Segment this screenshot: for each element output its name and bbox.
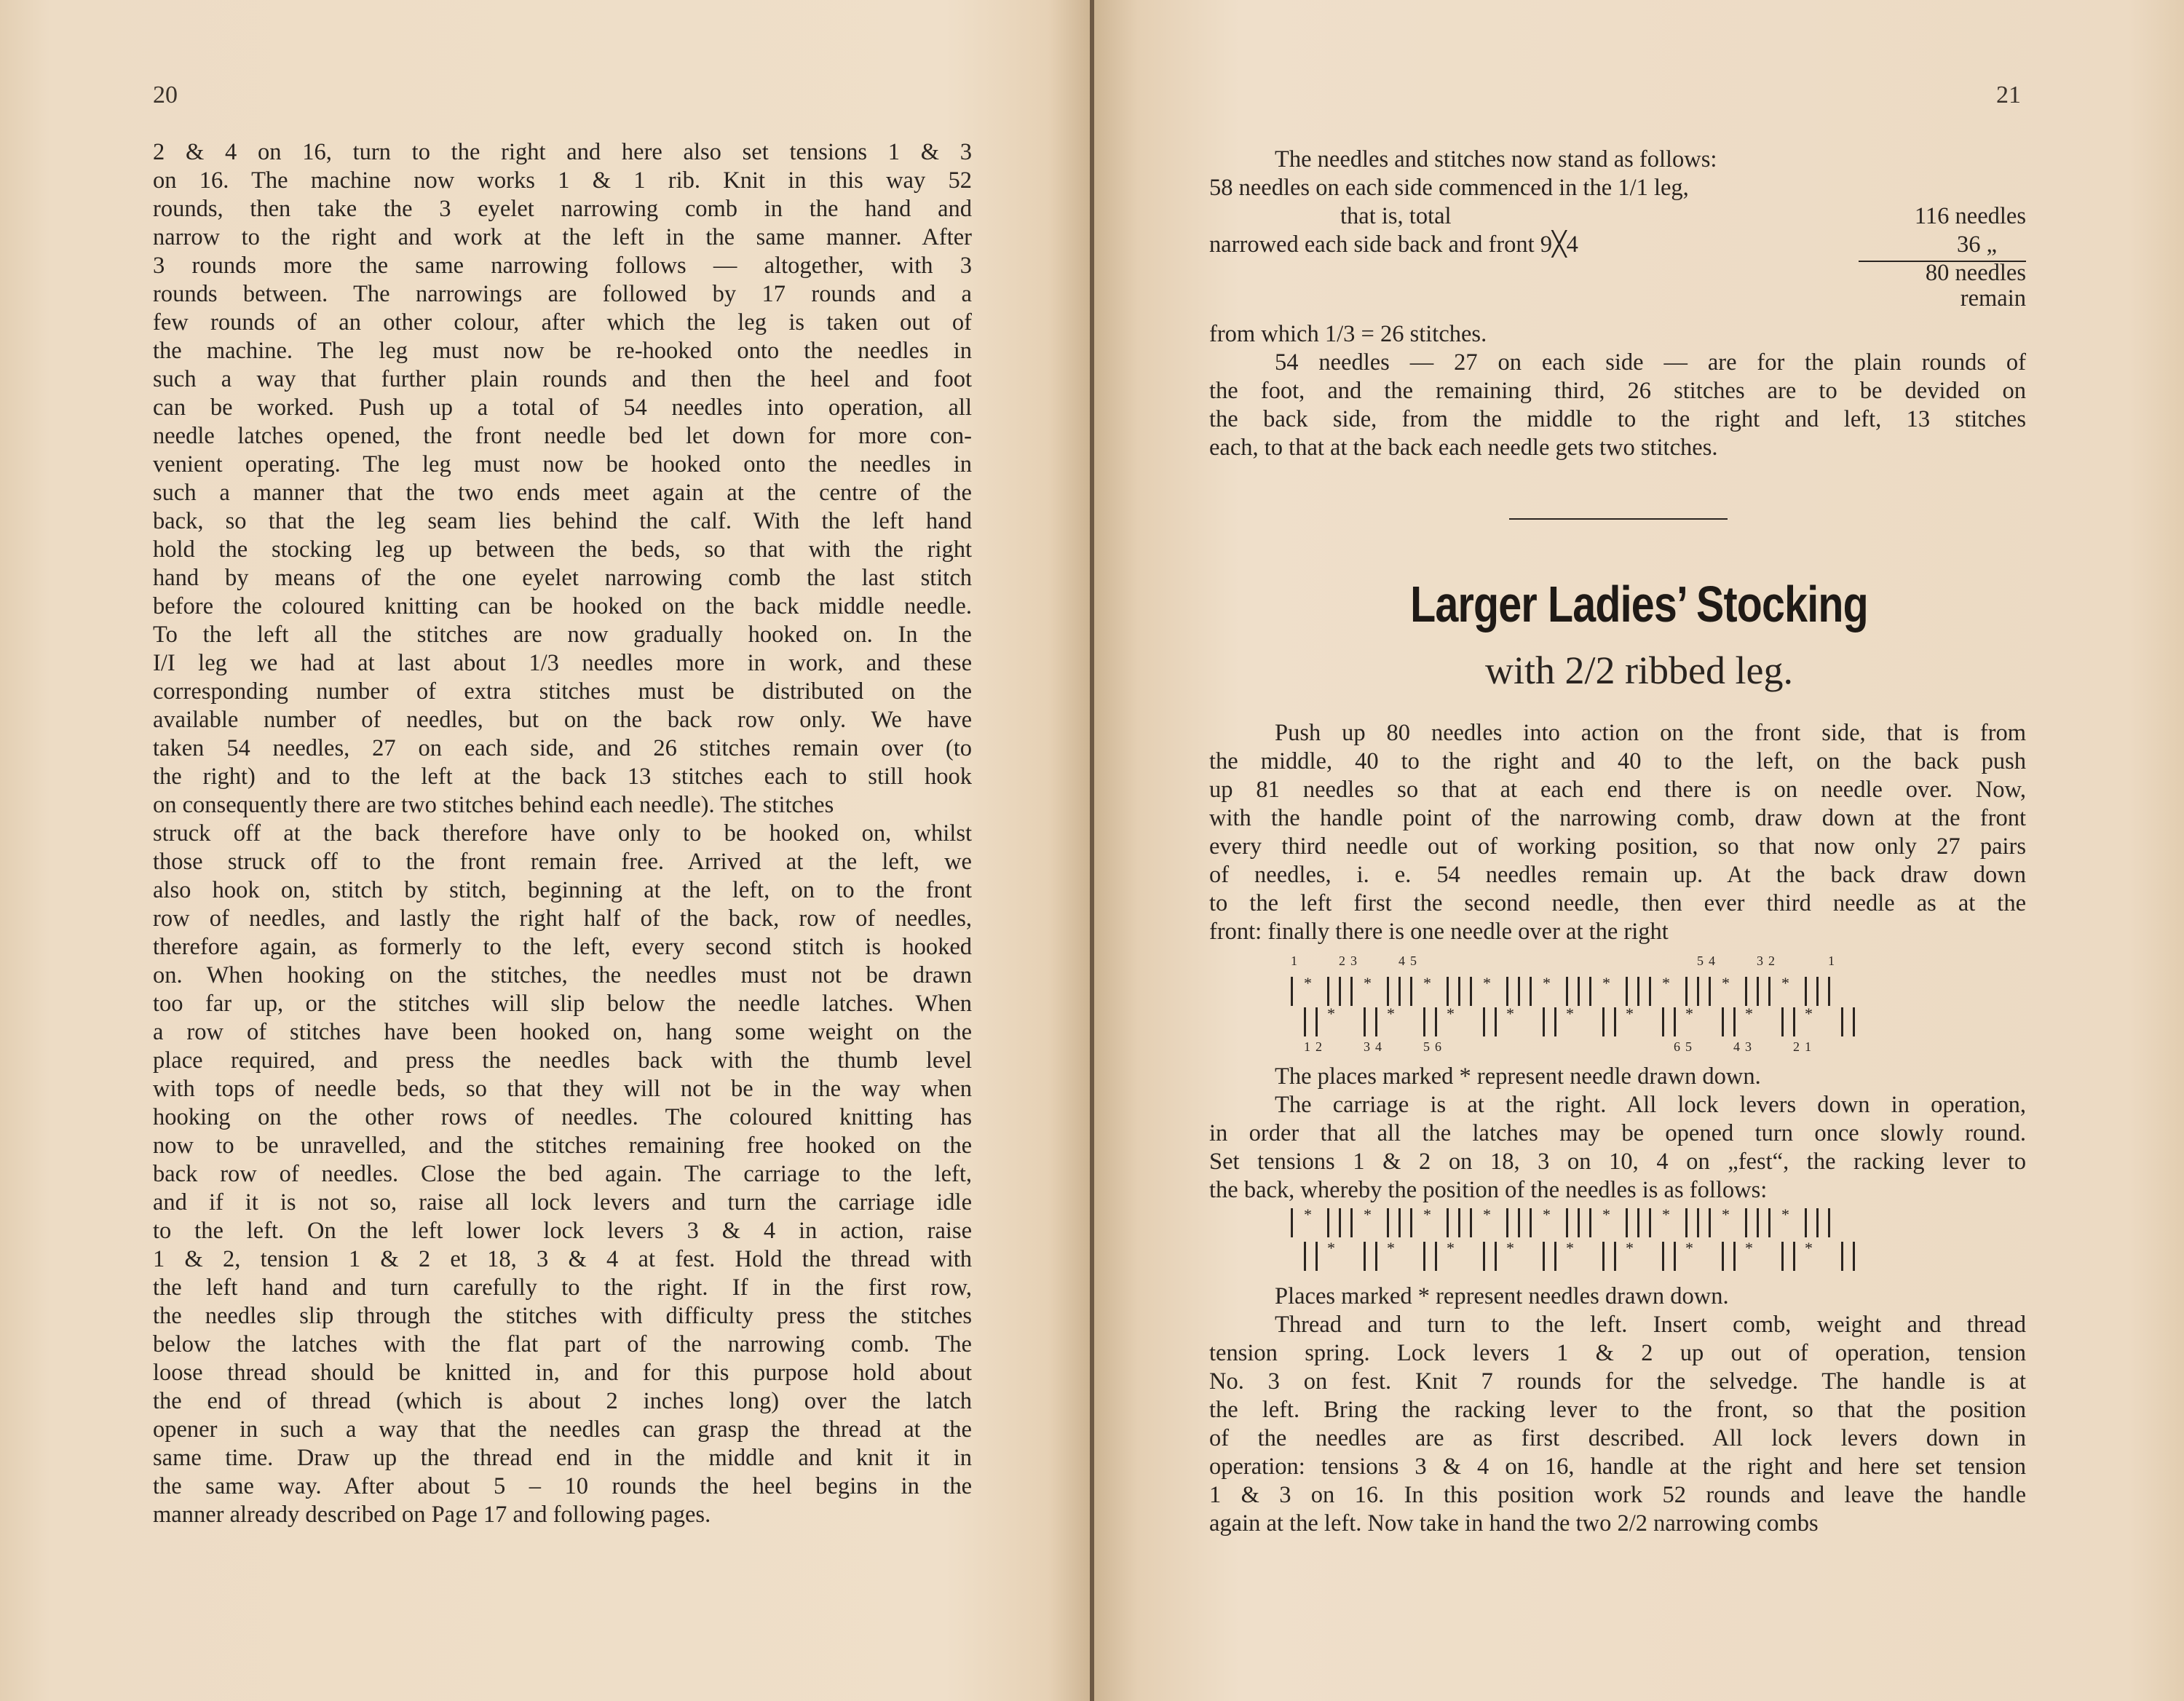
text-line: with tops of needle beds, so that they will not be in the way when [153, 1076, 972, 1102]
needle-mark [1768, 977, 1770, 1006]
needle-mark [1327, 977, 1329, 1006]
needle-mark [1602, 1007, 1605, 1036]
text-line: below the latches with the flat part of the narrowing comb. The [153, 1331, 972, 1357]
needle-mark [1816, 977, 1819, 1006]
needle-mark [1518, 977, 1520, 1006]
text-line: in order that all the latches may be opened turn once slowly round. [1209, 1120, 2026, 1146]
drawn-down-mark: * [1781, 974, 1789, 992]
needle-mark [1423, 1242, 1425, 1271]
text-line: each, to that at the back each needle gets two stitches. [1209, 435, 1718, 461]
needle-mark [1589, 977, 1591, 1006]
text-line: 1 & 2, tension 1 & 2 et 18, 3 & 4 at fest. Hold the thread with [153, 1246, 972, 1272]
needle-mark [1637, 1208, 1639, 1237]
needle-mark [1781, 1242, 1784, 1271]
table-row-value: 80 needles [1925, 260, 2026, 286]
needle-mark [1841, 1007, 1843, 1036]
paragraph [1209, 320, 2026, 462]
needle-mark [1495, 1242, 1497, 1271]
drawn-down-mark: * [1327, 1239, 1335, 1257]
text-line: a row of stitches have been hooked on, hang some weight on the [153, 1019, 972, 1045]
needle-mark [1602, 1242, 1605, 1271]
needle-mark [1447, 977, 1449, 1006]
needle-count-table [1209, 146, 2026, 316]
needle-number: 3 [1745, 1039, 1752, 1054]
text-line: hooking on the other rows of needles. The coloured knitting has [153, 1104, 972, 1130]
text-line: such a manner that the two ends meet again at the centre of the [153, 480, 972, 506]
needle-mark [1470, 977, 1472, 1006]
needle-mark [1757, 1208, 1759, 1237]
page-number: 20 [153, 82, 178, 108]
needle-mark [1483, 1007, 1485, 1036]
needle-mark [1589, 1208, 1591, 1237]
needle-mark [1674, 1242, 1676, 1271]
needle-mark [1423, 1007, 1425, 1036]
needle-mark [1793, 1007, 1795, 1036]
needle-mark [1649, 1208, 1651, 1237]
drawn-down-mark: * [1626, 1004, 1634, 1023]
needle-number: 2 [1768, 953, 1775, 968]
needle-mark [1709, 977, 1711, 1006]
table-row: 58 needles on each side commenced in the 1/1 leg, [1209, 175, 1689, 201]
needle-mark [1364, 1242, 1366, 1271]
text-line: struck off at the back therefore have only to be hooked on, whilst [153, 820, 972, 846]
text-line: back row of needles. Close the bed again. The carriage to the left, [153, 1161, 972, 1187]
needle-mark [1781, 1007, 1784, 1036]
table-row-value: 116 needles [1914, 203, 2026, 229]
needle-mark [1722, 1242, 1724, 1271]
drawn-down-mark: * [1566, 1239, 1574, 1257]
text-line: The carriage is at the right. All lock levers down in operation, [1275, 1092, 2026, 1118]
text-line: the left. Bring the racking lever to the front, so that the position [1209, 1397, 2026, 1423]
text-line: same time. Draw up the thread end in the middle and knit it in [153, 1445, 972, 1471]
text-line: can be worked. Push up a total of 54 needles into operation, all [153, 394, 972, 421]
drawn-down-mark: * [1423, 1205, 1431, 1224]
text-line: rounds, then take the 3 eyelet narrowing comb in the hand and [153, 196, 972, 222]
drawn-down-mark: * [1423, 974, 1431, 992]
needle-mark [1483, 1242, 1485, 1271]
table-row-value: remain [1960, 285, 2026, 312]
drawn-down-mark: * [1722, 1205, 1730, 1224]
paragraph [1209, 719, 2026, 946]
needle-mark [1626, 977, 1628, 1006]
text-line: 3 rounds more the same narrowing follows — altogether, with 3 [153, 253, 972, 279]
needle-mark [1614, 1007, 1616, 1036]
needle-mark [1435, 1007, 1437, 1036]
page-number: 21 [1996, 82, 2021, 108]
needle-mark [1518, 1208, 1520, 1237]
needle-mark [1410, 977, 1412, 1006]
needle-mark [1304, 1242, 1306, 1271]
drawn-down-mark: * [1506, 1239, 1514, 1257]
drawn-down-mark: * [1447, 1239, 1455, 1257]
text-line: of needles, i. e. 54 needles remain up. At the back draw down [1209, 862, 2026, 888]
needle-mark [1793, 1242, 1795, 1271]
needle-mark [1398, 977, 1401, 1006]
needle-number: 1 [1805, 1039, 1811, 1054]
needle-mark [1530, 1208, 1532, 1237]
needle-mark [1339, 1208, 1341, 1237]
needle-number: 5 [1697, 953, 1704, 968]
needle-mark [1745, 1208, 1747, 1237]
text-line: therefore again, as formerly to the left, every second stitch is hooked [153, 934, 972, 960]
needle-number: 1 [1828, 953, 1835, 968]
section-title: Larger Ladies’ Stocking [1410, 576, 1868, 633]
needle-number: 6 [1435, 1039, 1441, 1054]
text-line: place required, and press the needles back with the thumb level [153, 1047, 972, 1074]
needle-mark [1745, 977, 1747, 1006]
drawn-down-mark: * [1662, 974, 1670, 992]
needle-number: 4 [1709, 953, 1715, 968]
needle-mark [1470, 1208, 1472, 1237]
drawn-down-mark: * [1662, 1205, 1670, 1224]
drawn-down-mark: * [1781, 1205, 1789, 1224]
needle-number: 3 [1364, 1039, 1370, 1054]
drawn-down-mark: * [1483, 1205, 1491, 1224]
drawn-down-mark: * [1304, 1205, 1312, 1224]
needle-mark [1709, 1208, 1711, 1237]
drawn-down-mark: * [1387, 1239, 1395, 1257]
needle-number: 3 [1757, 953, 1763, 968]
drawn-down-mark: * [1483, 974, 1491, 992]
needle-mark [1350, 1208, 1353, 1237]
needle-mark [1626, 1208, 1628, 1237]
needle-mark [1315, 1007, 1318, 1036]
needle-mark [1364, 1007, 1366, 1036]
text-line: Places marked * represent needles drawn down. [1275, 1283, 1729, 1309]
drawn-down-mark: * [1685, 1239, 1693, 1257]
drawn-down-mark: * [1805, 1239, 1813, 1257]
needle-mark [1828, 977, 1830, 1006]
text-line: on consequently there are two stitches behind each needle). The stitches [153, 792, 834, 818]
needle-number: 4 [1398, 953, 1405, 968]
drawn-down-mark: * [1602, 1205, 1610, 1224]
text-line: before the coloured knitting can be hooked on the back middle needle. [153, 593, 972, 619]
text-line: the end of thread (which is about 2 inches long) over the latch [153, 1388, 972, 1414]
text-line: corresponding number of extra stitches must be distributed on the [153, 678, 972, 705]
text-line: the back, whereby the position of the needles is as follows: [1209, 1177, 1768, 1203]
text-line: up 81 needles so that at each end there is on needle over. Now, [1209, 777, 2026, 803]
text-line: hand by means of the one eyelet narrowing comb the last stitch [153, 565, 972, 591]
needle-mark [1768, 1208, 1770, 1237]
needle-mark [1315, 1242, 1318, 1271]
needle-number: 4 [1375, 1039, 1382, 1054]
text-line: taken 54 needles, 27 on each side, and 26 stitches remain over (to [153, 735, 972, 761]
text-line: 1 & 3 on 16. In this position work 52 rounds and leave the handle [1209, 1482, 2026, 1508]
needle-number: 2 [1339, 953, 1345, 968]
needle-mark [1495, 1007, 1497, 1036]
text-line: To the left all the stitches are now gradually hooked on. In the [153, 622, 972, 648]
needle-number: 2 [1793, 1039, 1800, 1054]
drawn-down-mark: * [1685, 1004, 1693, 1023]
drawn-down-mark: * [1543, 974, 1551, 992]
text-line: row of needles, and lastly the right half of the back, row of needles, [153, 905, 972, 932]
text-line: also hook on, stitch by stitch, beginning at the left, on to the front [153, 877, 972, 903]
text-line: manner already described on Page 17 and following pages. [153, 1502, 711, 1528]
text-line: operation: tensions 3 & 4 on 16, handle at the right and here set tension [1209, 1454, 2026, 1480]
needle-mark [1578, 977, 1580, 1006]
text-line: needle latches opened, the front needle bed let down for more con- [153, 423, 972, 449]
text-line: 2 & 4 on 16, turn to the right and here also set tensions 1 & 3 [153, 139, 972, 165]
needle-mark [1828, 1208, 1830, 1237]
text-line: and if it is not so, raise all lock levers and turn the carriage idle [153, 1189, 972, 1216]
needle-mark [1816, 1208, 1819, 1237]
left-page [0, 0, 1090, 1701]
text-line: the middle, 40 to the right and 40 to the left, on the back push [1209, 748, 2026, 774]
drawn-down-mark: * [1602, 974, 1610, 992]
right-page [1094, 0, 2184, 1701]
needle-mark [1387, 1208, 1389, 1237]
drawn-down-mark: * [1327, 1004, 1335, 1023]
text-line: the foot, and the remaining third, 26 stitches are to be devided on [1209, 378, 2026, 404]
text-line: rounds between. The narrowings are followed by 17 rounds and a [153, 281, 972, 307]
needle-mark [1566, 1208, 1568, 1237]
text-line: now to be unravelled, and the stitches remaining free hooked on the [153, 1133, 972, 1159]
needle-mark [1566, 977, 1568, 1006]
text-line: on. When hooking on the stitches, the needles must not be drawn [153, 962, 972, 988]
drawn-down-mark: * [1364, 1205, 1372, 1224]
needle-number: 4 [1733, 1039, 1740, 1054]
text-line: the same way. After about 5 – 10 rounds the heel begins in the [153, 1473, 972, 1499]
needle-mark [1685, 1208, 1688, 1237]
needle-mark [1805, 1208, 1807, 1237]
needle-mark [1304, 1007, 1306, 1036]
needle-number: 1 [1291, 953, 1297, 968]
text-line: from which 1/3 = 26 stitches. [1209, 321, 1487, 347]
drawn-down-mark: * [1745, 1239, 1753, 1257]
needle-mark [1685, 977, 1688, 1006]
text-line: narrow to the right and work at the left in the same manner. After [153, 224, 972, 250]
needle-mark [1733, 1242, 1736, 1271]
text-line: opener in such a way that the needles can grasp the thread at the [153, 1416, 972, 1443]
needle-mark [1554, 1007, 1556, 1036]
table-row-value: 36 „ [1956, 231, 1997, 258]
table-row-label: narrowed each side back and front 9╳4 [1209, 231, 1578, 258]
needle-mark [1649, 977, 1651, 1006]
text-line: The places marked * represent needle drawn down. [1275, 1063, 1761, 1090]
text-line: the right) and to the left at the back 13 stitches each to still hook [153, 764, 972, 790]
drawn-down-mark: * [1447, 1004, 1455, 1023]
needle-mark [1733, 1007, 1736, 1036]
drawn-down-mark: * [1722, 974, 1730, 992]
needle-position-diagram [1291, 953, 1835, 1055]
needle-mark [1757, 977, 1759, 1006]
drawn-down-mark: * [1543, 1205, 1551, 1224]
text-line: loose thread should be knitted in, and for this purpose hold about [153, 1360, 972, 1386]
text-line: with the handle point of the narrowing comb, draw down at the front [1209, 805, 2026, 831]
text-line: to the left first the second needle, then ever third needle as at the [1209, 890, 2026, 916]
needle-mark [1339, 977, 1341, 1006]
text-line: Thread and turn to the left. Insert comb, weight and thread [1275, 1312, 2026, 1338]
needle-number: 5 [1410, 953, 1417, 968]
needle-mark [1662, 1242, 1664, 1271]
text-line: Set tensions 1 & 2 on 18, 3 on 10, 4 on „fest“, the racking lever to [1209, 1149, 2026, 1175]
text-line: venient operating. The leg must now be hooked onto the needles in [153, 451, 972, 477]
drawn-down-mark: * [1566, 1004, 1574, 1023]
needle-mark [1543, 1242, 1545, 1271]
needle-mark [1398, 1208, 1401, 1237]
text-line: the machine. The leg must now be re-hooked onto the needles in [153, 338, 972, 364]
drawn-down-mark: * [1506, 1004, 1514, 1023]
needle-mark [1291, 1208, 1293, 1237]
needle-mark [1578, 1208, 1580, 1237]
paragraph [1209, 1282, 2026, 1538]
needle-mark [1410, 1208, 1412, 1237]
text-line: to the left. On the left lower lock levers 3 & 4 in action, raise [153, 1218, 972, 1244]
text-line: such a way that further plain rounds and then the heel and foot [153, 366, 972, 392]
needle-mark [1506, 1208, 1508, 1237]
text-line: of the needles are as first described. All lock levers down in [1209, 1425, 2026, 1451]
needle-mark [1458, 1208, 1460, 1237]
needle-number: 1 [1304, 1039, 1310, 1054]
paragraph [1209, 1063, 2026, 1205]
needle-mark [1662, 1007, 1664, 1036]
needle-mark [1506, 977, 1508, 1006]
drawn-down-mark: * [1805, 1004, 1813, 1023]
drawn-down-mark: * [1626, 1239, 1634, 1257]
needle-mark [1674, 1007, 1676, 1036]
needle-mark [1350, 977, 1353, 1006]
needle-mark [1853, 1242, 1855, 1271]
text-line: on 16. The machine now works 1 & 1 rib. Knit in this way 52 [153, 167, 972, 194]
needle-mark [1697, 977, 1699, 1006]
text-line: I/I leg we had at last about 1/3 needles more in work, and these [153, 650, 972, 676]
text-line: hold the stocking leg up between the beds, so that with the right [153, 536, 972, 563]
needle-mark [1447, 1208, 1449, 1237]
text-line: back, so that the leg seam lies behind the calf. With the left hand [153, 508, 972, 534]
needle-mark [1291, 977, 1293, 1006]
needle-mark [1637, 977, 1639, 1006]
text-line: few rounds of an other colour, after which the leg is taken out of [153, 309, 972, 336]
needle-mark [1853, 1007, 1855, 1036]
needle-mark [1841, 1242, 1843, 1271]
needle-mark [1327, 1208, 1329, 1237]
drawn-down-mark: * [1364, 974, 1372, 992]
table-intro: The needles and stitches now stand as follows: [1275, 146, 1717, 173]
text-line: the back side, from the middle to the right and left, 13 stitches [1209, 406, 2026, 432]
section-divider [1509, 518, 1728, 520]
text-line: front: finally there is one needle over at the right [1209, 919, 1669, 945]
needle-number: 3 [1350, 953, 1357, 968]
needle-mark [1543, 1007, 1545, 1036]
needle-number: 5 [1685, 1039, 1692, 1054]
text-line: those struck off to the front remain free. Arrived at the left, we [153, 849, 972, 875]
text-line: 54 needles — 27 on each side — are for the plain rounds of [1275, 349, 2026, 376]
needle-mark [1722, 1007, 1724, 1036]
text-line: tension spring. Lock levers 1 & 2 up out of operation, tension [1209, 1340, 2026, 1366]
needle-mark [1530, 977, 1532, 1006]
needle-mark [1805, 977, 1807, 1006]
table-row-label: that is, total [1340, 203, 1452, 229]
section-subtitle: with 2/2 ribbed leg. [1485, 649, 1793, 692]
text-line: too far up, or the stitches will slip below the needle latches. When [153, 991, 972, 1017]
needle-mark [1375, 1242, 1377, 1271]
needle-number: 5 [1423, 1039, 1430, 1054]
drawn-down-mark: * [1387, 1004, 1395, 1023]
text-line: the left hand and turn carefully to the right. If in the first row, [153, 1274, 972, 1301]
text-line: No. 3 on fest. Knit 7 rounds for the selvedge. The handle is at [1209, 1368, 2026, 1395]
needle-mark [1458, 977, 1460, 1006]
text-line: Push up 80 needles into action on the front side, that is from [1275, 720, 2026, 746]
needle-mark [1697, 1208, 1699, 1237]
needle-number: 6 [1674, 1039, 1680, 1054]
needle-mark [1435, 1242, 1437, 1271]
needle-mark [1554, 1242, 1556, 1271]
drawn-down-mark: * [1304, 974, 1312, 992]
text-line: again at the left. Now take in hand the two 2/2 narrowing combs [1209, 1510, 1819, 1537]
needle-mark [1614, 1242, 1616, 1271]
needle-position-diagram [1291, 1205, 1813, 1281]
text-line: available number of needles, but on the back row only. We have [153, 707, 972, 733]
needle-mark [1387, 977, 1389, 1006]
text-line: the needles slip through the stitches with difficulty press the stitches [153, 1303, 972, 1329]
left-page-text [153, 138, 972, 1529]
needle-mark [1375, 1007, 1377, 1036]
needle-number: 2 [1315, 1039, 1322, 1054]
text-line: every third needle out of working position, so that now only 27 pairs [1209, 833, 2026, 860]
drawn-down-mark: * [1745, 1004, 1753, 1023]
